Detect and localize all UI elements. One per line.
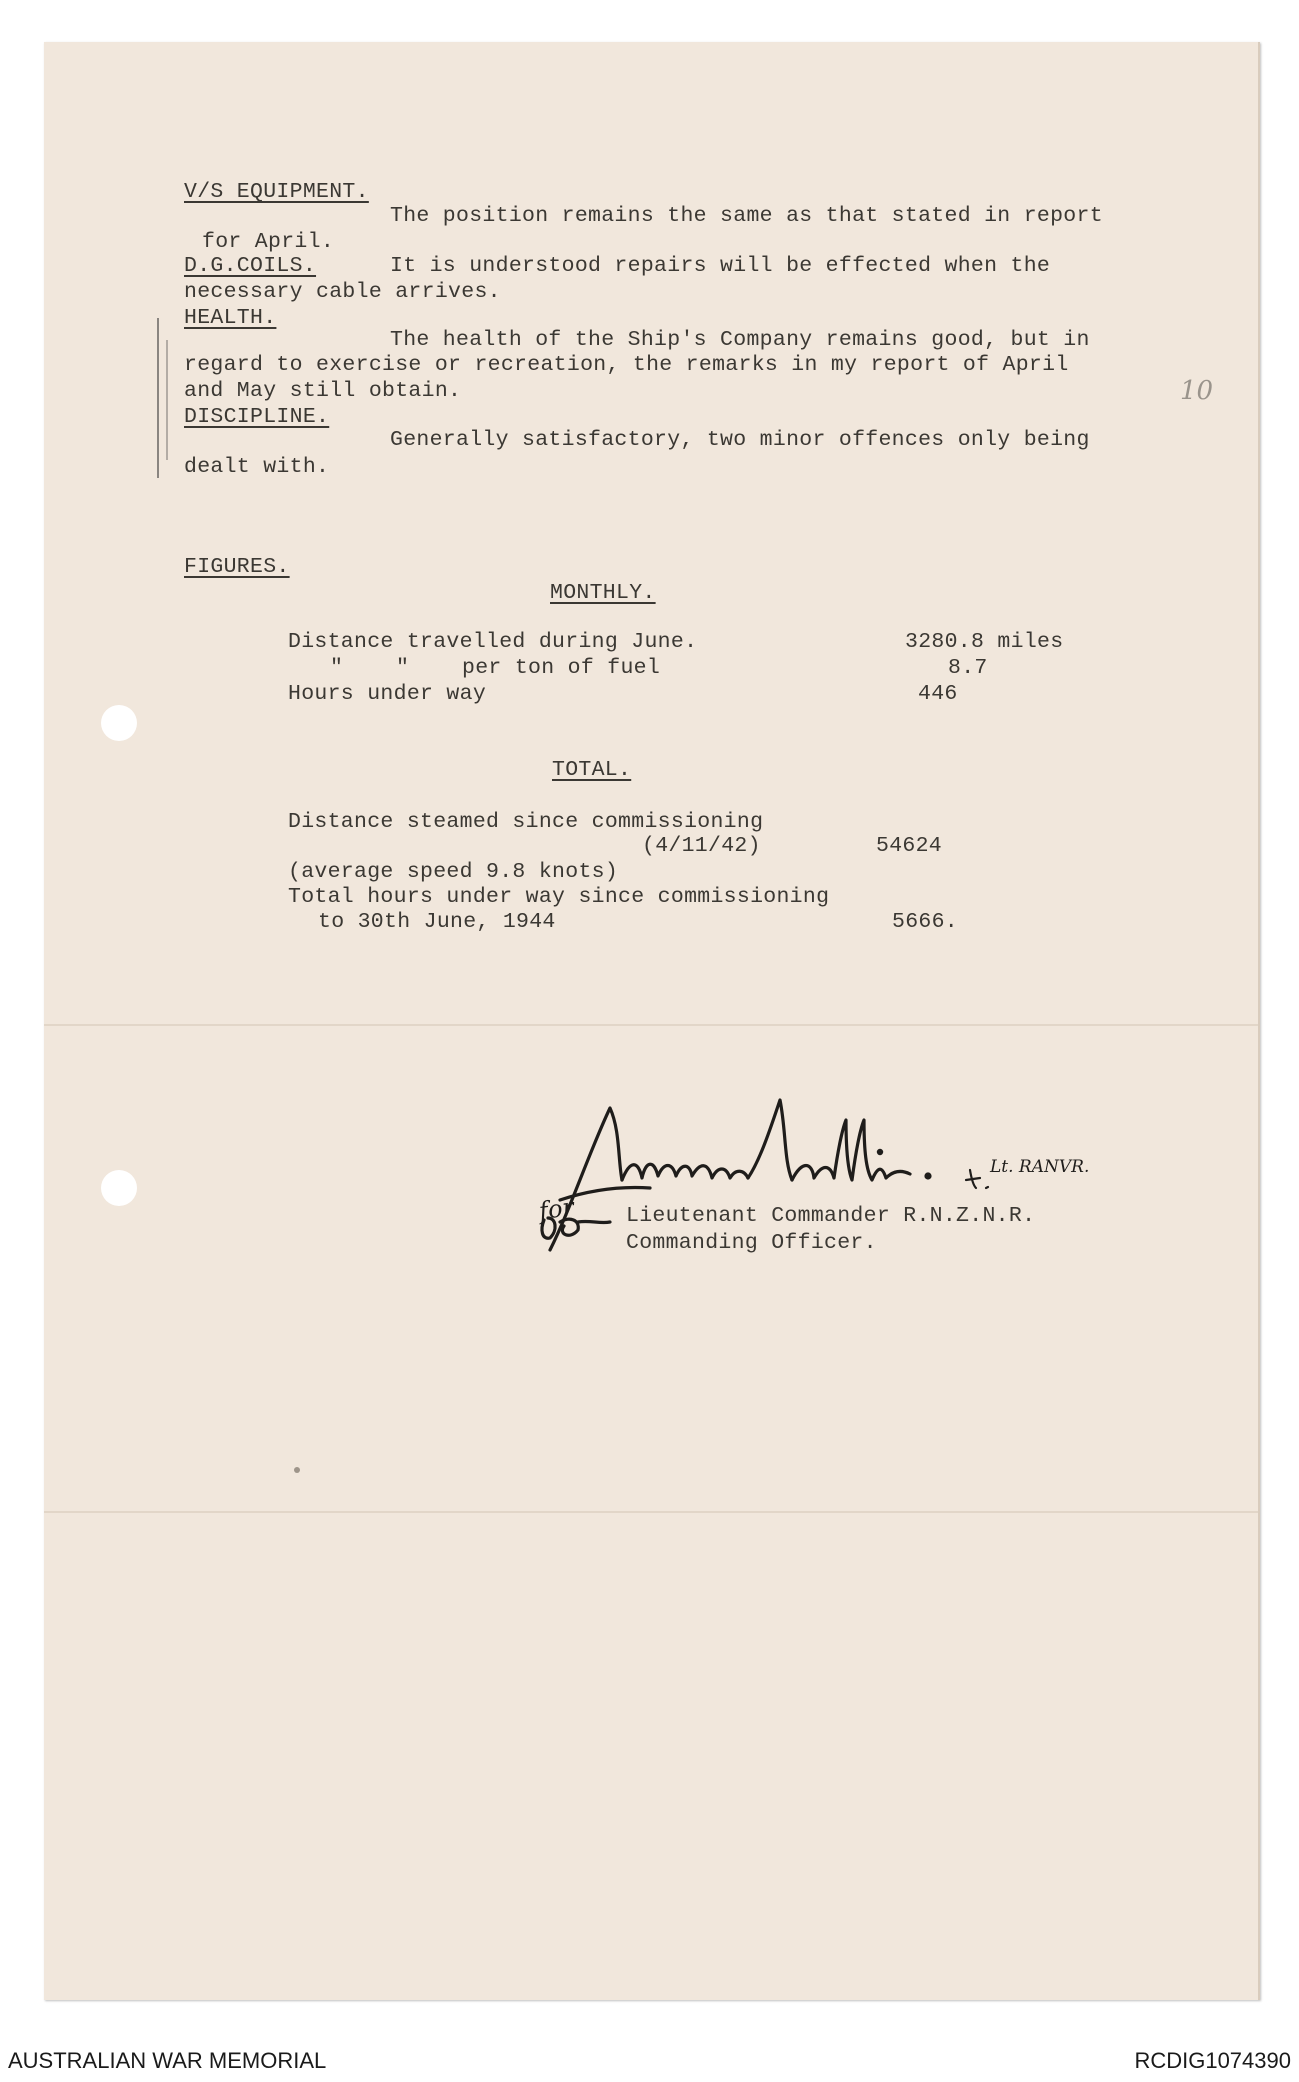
total-text: Total hours under way since commissioning xyxy=(288,885,830,909)
dg-coils-text: It is understood repairs will be effected when the xyxy=(390,254,1051,278)
fold-line xyxy=(44,1511,1258,1513)
for-note-handwritten: for xyxy=(537,1192,576,1226)
signatory-title: Commanding Officer. xyxy=(626,1231,877,1255)
health-text: and May still obtain. xyxy=(184,379,462,403)
vs-equipment-text: The position remains the same as that stated in report xyxy=(390,204,1103,228)
vs-equipment-text: for April. xyxy=(202,230,335,254)
dg-coils-heading: D.G.COILS. xyxy=(184,254,317,278)
discipline-text: Generally satisfactory, two minor offences only being xyxy=(390,428,1090,452)
monthly-row-label: Hours under way xyxy=(288,682,487,706)
monthly-row-label: Distance travelled during June. xyxy=(288,630,698,654)
total-text: (average speed 9.8 knots) xyxy=(288,860,619,884)
monthly-row-value: 8.7 xyxy=(948,656,988,680)
dg-coils-text: necessary cable arrives. xyxy=(184,280,501,304)
total-text: to 30th June, 1944 xyxy=(318,910,556,934)
monthly-heading: MONTHLY. xyxy=(550,581,656,605)
signatory-title: Lieutenant Commander R.N.Z.N.R. xyxy=(626,1204,1036,1228)
archive-caption-right: RCDIG1074390 xyxy=(1134,2048,1291,2073)
total-hours-value: 5666. xyxy=(892,910,959,934)
monthly-row-value: 3280.8 miles xyxy=(905,630,1064,654)
punch-hole xyxy=(101,705,137,741)
total-text: Distance steamed since commissioning xyxy=(288,810,764,834)
archive-caption-left: AUSTRALIAN WAR MEMORIAL xyxy=(8,2048,327,2073)
fold-line xyxy=(44,1024,1258,1026)
health-text: regard to exercise or recreation, the remarks in my report of April xyxy=(184,353,1069,377)
health-heading: HEALTH. xyxy=(184,306,277,330)
health-text: The health of the Ship's Company remains good, but in xyxy=(390,328,1090,352)
margin-line xyxy=(166,340,168,460)
discipline-text: dealt with. xyxy=(184,455,330,479)
total-commission-date: (4/11/42) xyxy=(642,834,761,858)
rank-note-handwritten: Lt. RANVR. xyxy=(990,1157,1090,1177)
paper-mark xyxy=(294,1467,300,1473)
total-distance-value: 54624 xyxy=(876,834,943,858)
monthly-row-label: " " per ton of fuel xyxy=(330,656,661,680)
total-heading: TOTAL. xyxy=(552,758,632,782)
page-number-pencil: 10 xyxy=(1180,376,1214,406)
margin-line xyxy=(157,318,159,478)
monthly-row-value: 446 xyxy=(918,682,958,706)
punch-hole xyxy=(101,1170,137,1206)
vs-equipment-heading: V/S EQUIPMENT. xyxy=(184,180,369,204)
discipline-heading: DISCIPLINE. xyxy=(184,405,330,429)
figures-heading: FIGURES. xyxy=(184,555,290,579)
